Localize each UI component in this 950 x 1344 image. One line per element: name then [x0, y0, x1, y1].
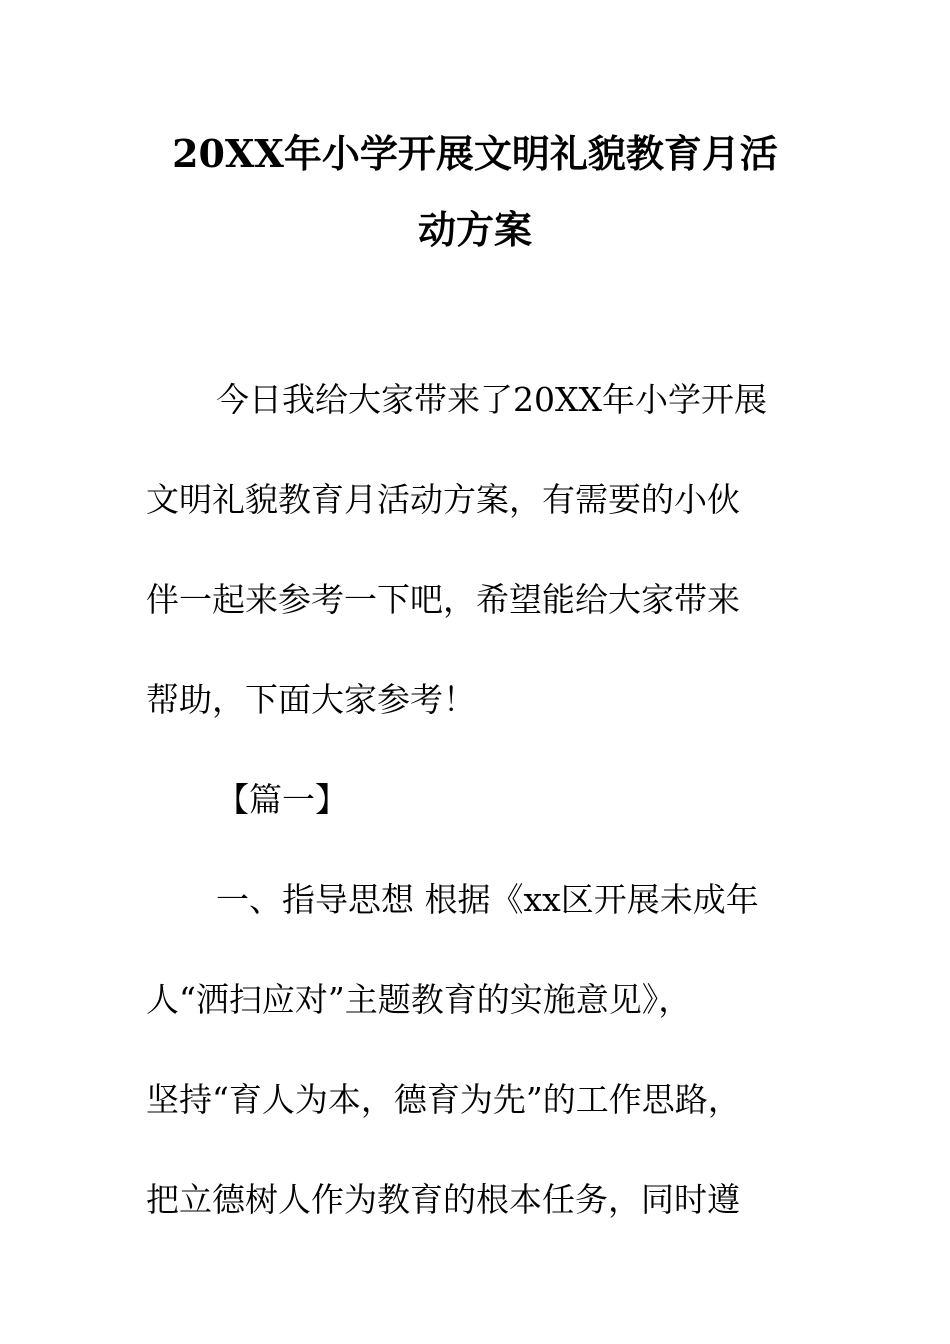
paragraph-1-line-1: 今日我给大家带来了20XX年小学开展 [216, 380, 767, 419]
paragraph-1-line-3: 伴一起来参考一下吧，希望能给大家带来 [146, 580, 740, 619]
paragraph-3-line-3: 坚持“育人为本，德育为先”的工作思路， [146, 1080, 741, 1119]
paragraph-3-line-4: 把立德树人作为教育的根本任务，同时遵 [146, 1180, 740, 1219]
paragraph-3-line-1: 一、指导思想 根据《xx区开展未成年 [216, 880, 759, 919]
paragraph-1-line-4: 帮助，下面大家参考！ [146, 680, 476, 719]
paragraph-1-line-2: 文明礼貌教育月活动方案，有需要的小伙 [146, 480, 740, 519]
document-title [100, 116, 850, 268]
section-heading: 【篇一】 [216, 780, 348, 819]
title-line-2: 动方案 [417, 207, 532, 252]
title-line-1: 20XX年小学开展文明礼貌教育月活 [172, 131, 778, 176]
paragraph-3-line-2: 人“洒扫应对”主题教育的实施意见》， [146, 980, 692, 1019]
